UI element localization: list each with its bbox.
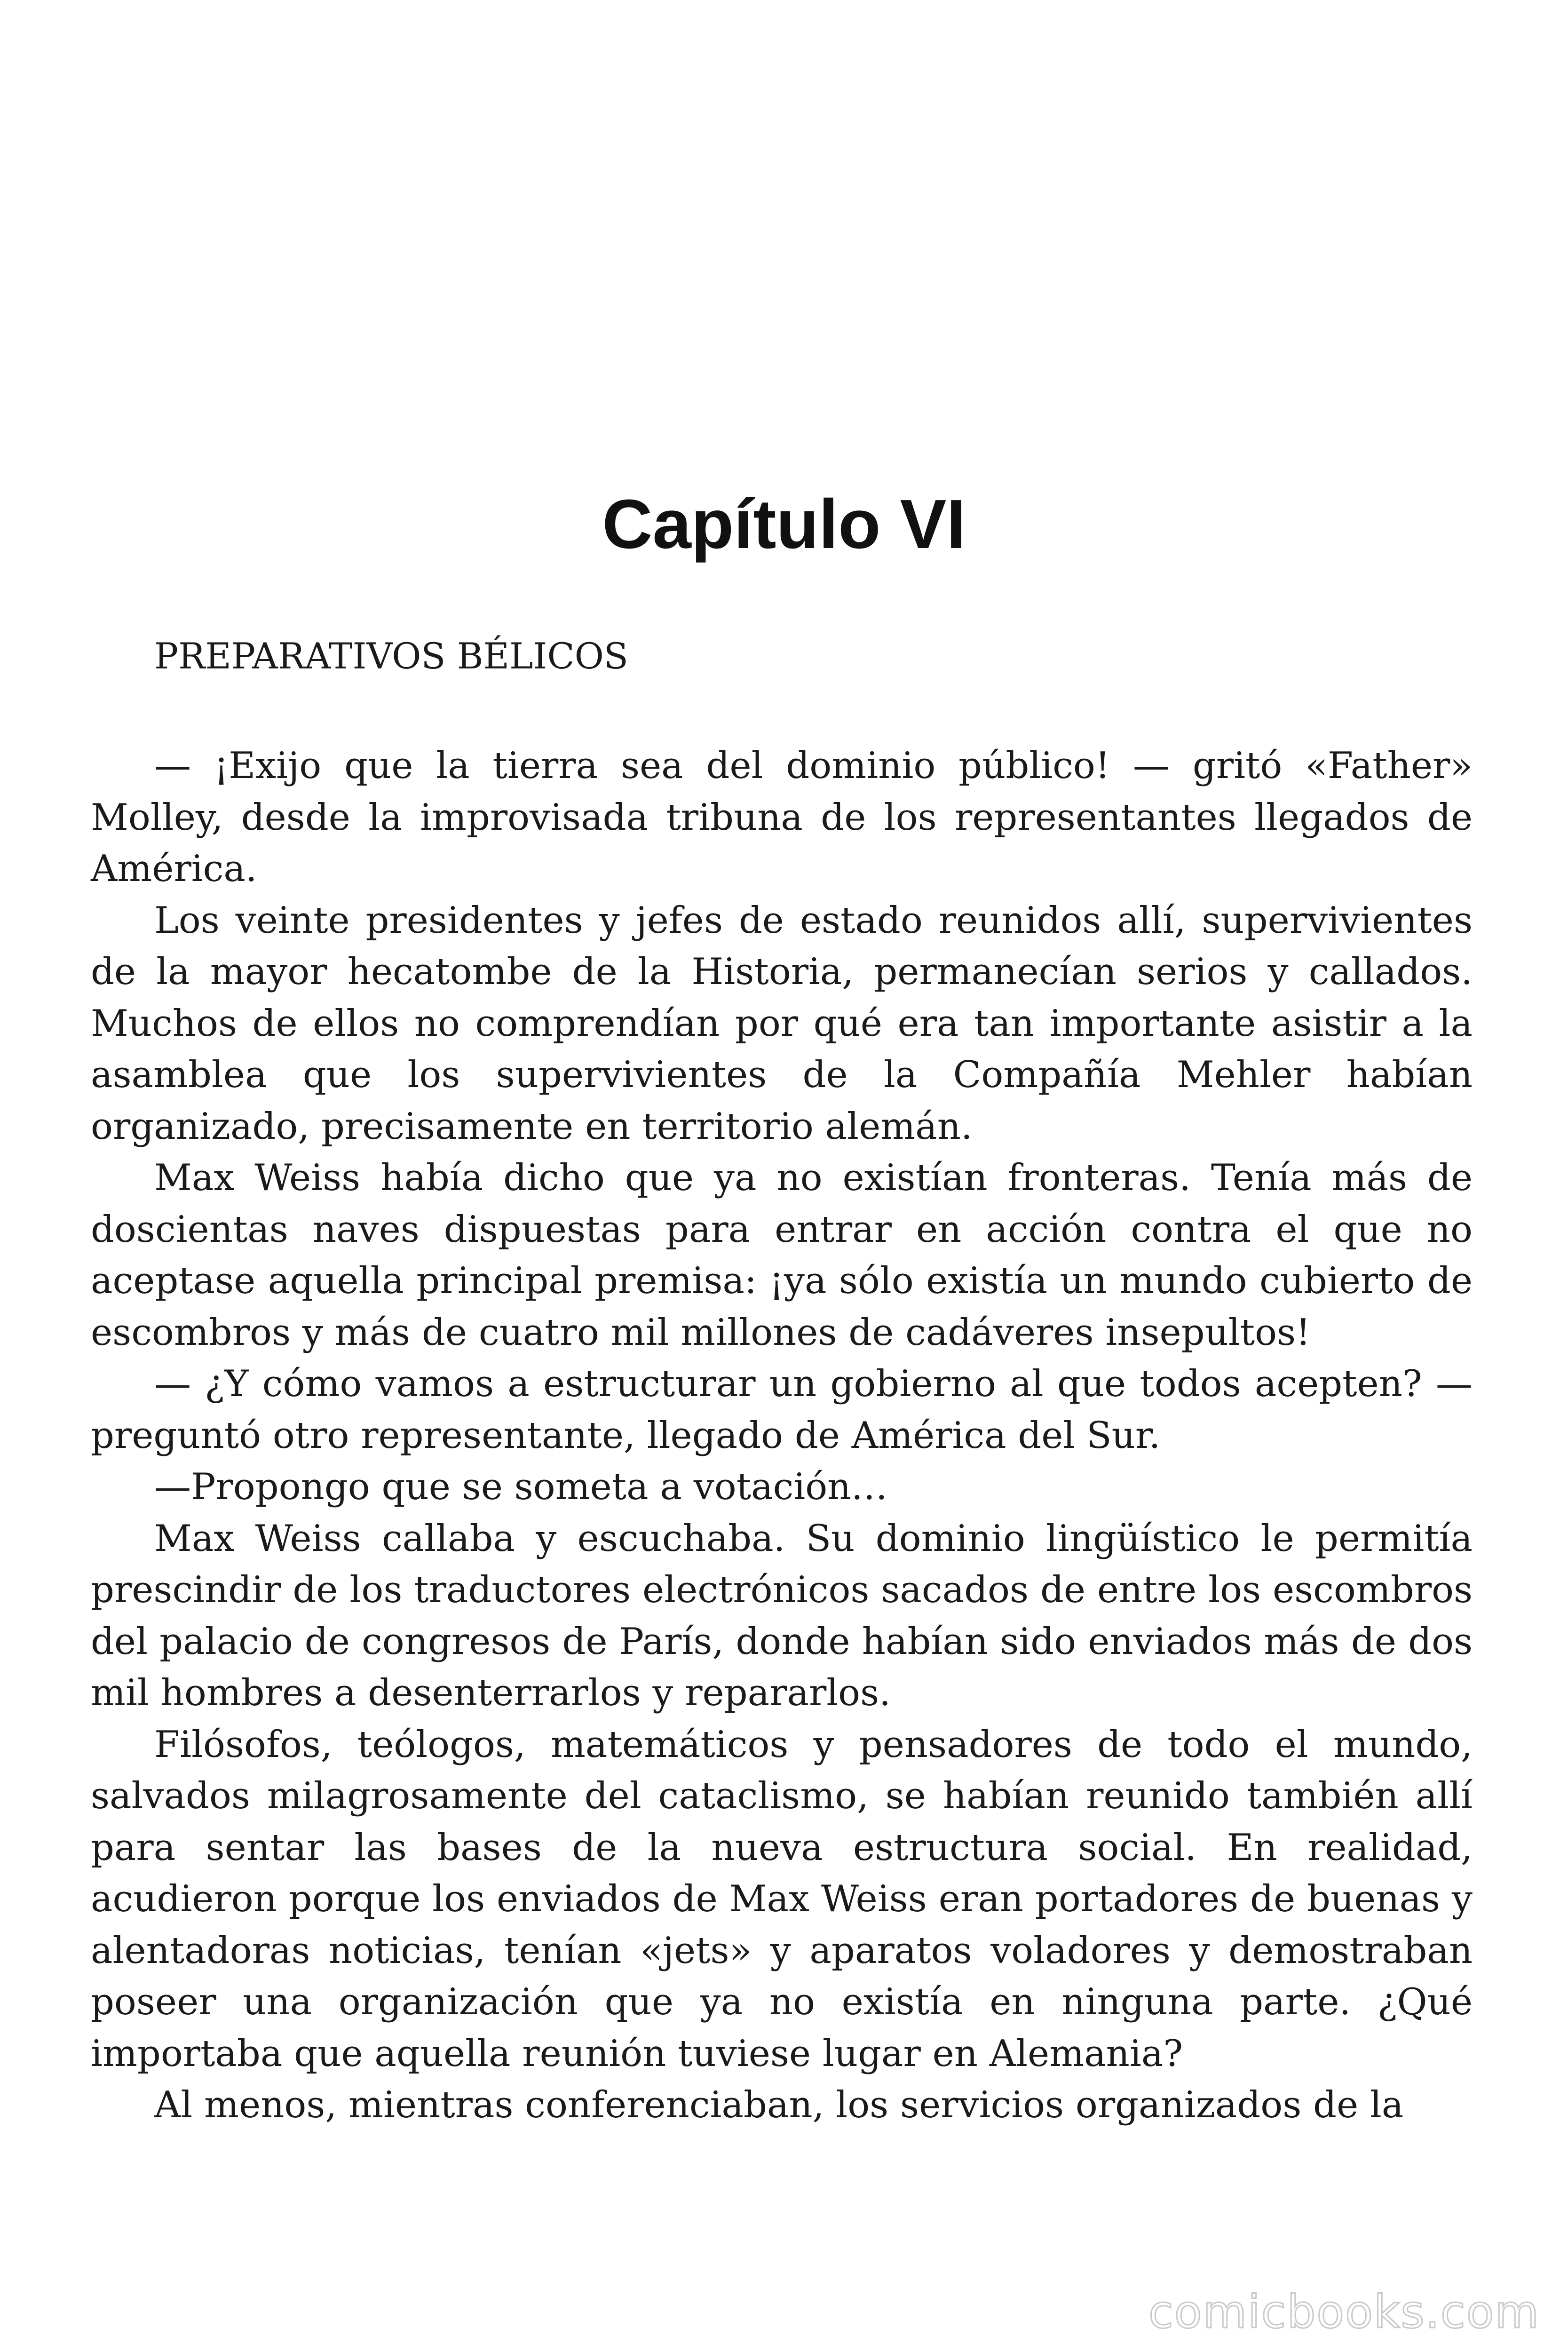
watermark: comicbooks.com xyxy=(1148,2286,1540,2338)
paragraph: —Propongo que se someta a votación… xyxy=(154,1466,888,1508)
paragraph: Al menos, mientras conferenciaban, los servicios organizados de la xyxy=(154,2084,1404,2126)
paragraph: Max Weiss callaba y escuchaba. Su dominio lingüístico le permitía prescindir de los traductores electrónicos sacados de entre los escombros del palacio de congresos de París, donde habían sido enviados más de dos mil hombres a desenterrarlos y repararlos. xyxy=(91,1517,1473,1714)
body-text xyxy=(91,740,1473,2131)
chapter-title: Capítulo VI xyxy=(602,485,966,563)
paragraph: — ¿Y cómo vamos a estructurar un gobierno al que todos acepten? —preguntó otro representante, llegado de América del Sur. xyxy=(91,1363,1473,1457)
section-heading: PREPARATIVOS BÉLICOS xyxy=(154,635,628,677)
paragraph: — ¡Exijo que la tierra sea del dominio público! — gritó «Father» Molley, desde la improvisada tribuna de los representantes llegados de América. xyxy=(91,745,1473,890)
paragraph: Los veinte presidentes y jefes de estado reunidos allí, supervivientes de la mayor hecatombe de la Historia, permanecían serios y callados. Muchos de ellos no comprendían por qué era tan importante asistir a la asamblea que los supervivientes de la Compañía Mehler habían organizado, precisamente en territorio alemán. xyxy=(91,899,1473,1148)
paragraph: Max Weiss había dicho que ya no existían fronteras. Tenía más de doscientas naves dispuestas para entrar en acción contra el que no aceptase aquella principal premisa: ¡ya sólo existía un mundo cubierto de escombros y más de cuatro mil millones de cadáveres insepultos! xyxy=(91,1157,1473,1354)
paragraph: Filósofos, teólogos, matemáticos y pensadores de todo el mundo, salvados milagrosamente del cataclismo, se habían reunido también allí para sentar las bases de la nueva estructura social. En realidad, acudieron porque los enviados de Max Weiss eran portadores de buenas y alentadoras noticias, tenían «jets» y aparatos voladores y demostraban poseer una organización que ya no existía en ninguna parte. ¿Qué importaba que aquella reunión tuviese lugar en Alemania? xyxy=(91,1723,1473,2075)
